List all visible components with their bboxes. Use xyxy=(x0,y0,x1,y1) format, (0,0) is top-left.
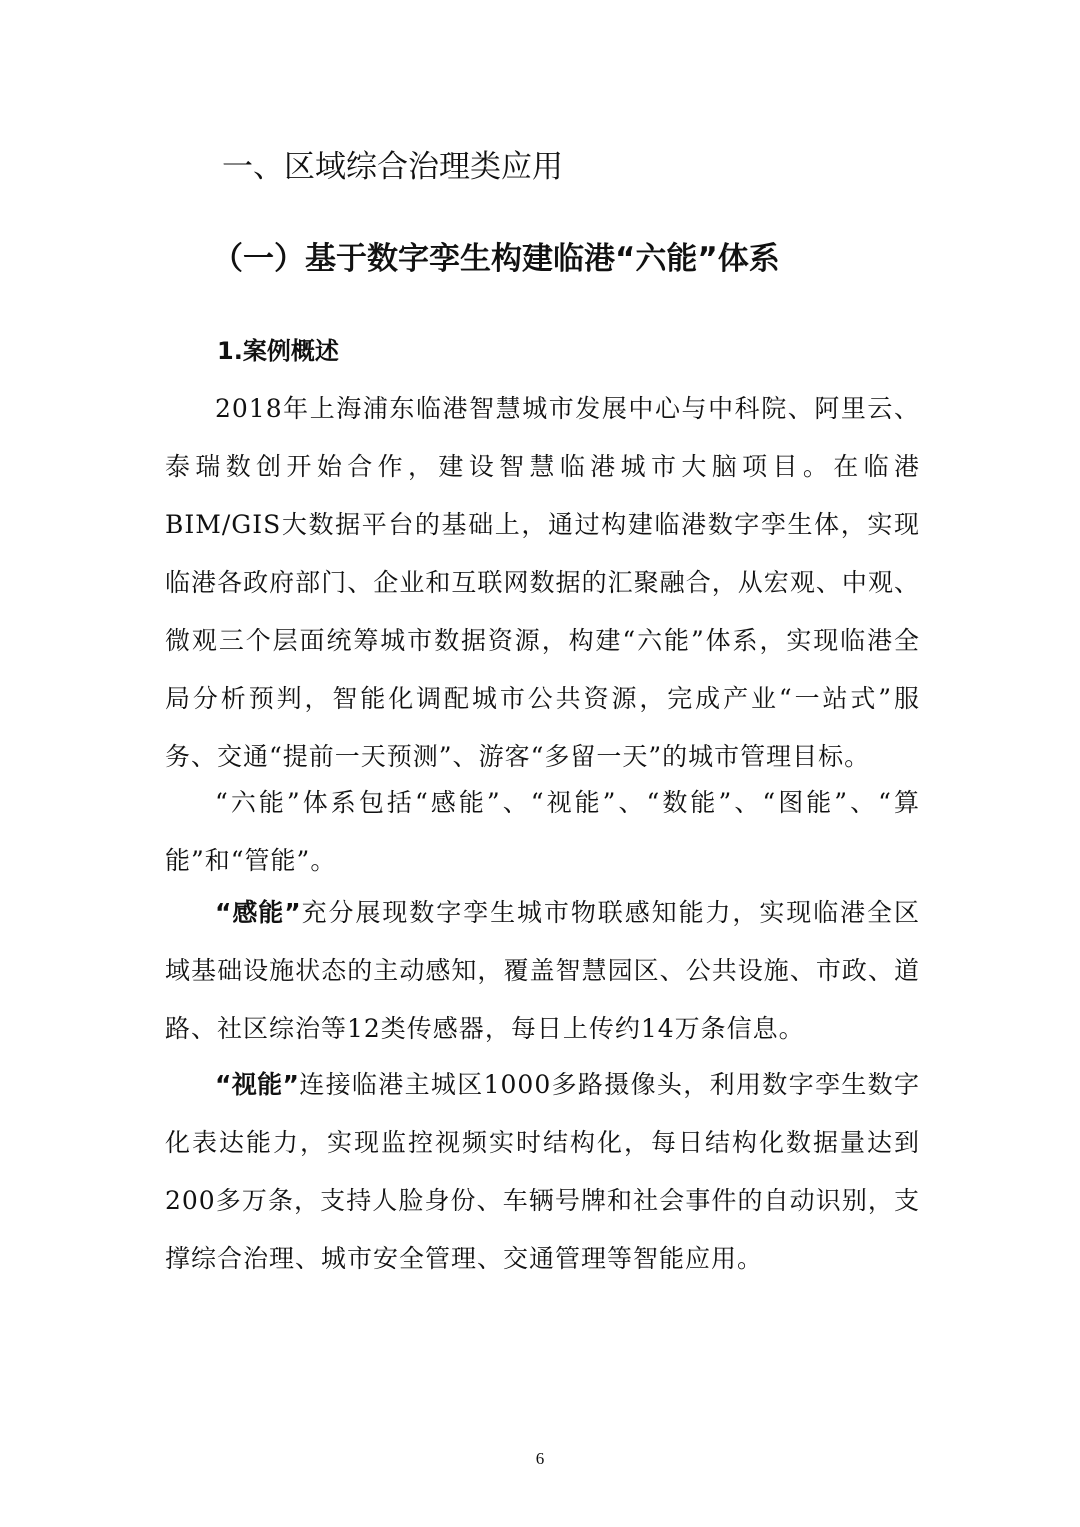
paragraph-lead-term: “感能” xyxy=(215,898,301,927)
paragraph-text: 充分展现数字孪生城市物联感知能力，实现临港全区域基础设施状态的主动感知，覆盖智慧园区、公共设施、市政、道路、社区综治等12类传感器，每日上传约14万条信息。 xyxy=(165,898,920,1043)
overview-paragraph xyxy=(165,380,920,786)
paragraph-lead-term: “视能” xyxy=(215,1070,299,1099)
vision-capability-paragraph xyxy=(165,1056,920,1288)
page-number: 6 xyxy=(535,1449,545,1468)
case-overview-heading: 1.案例概述 xyxy=(217,337,339,365)
subsection-heading: （一）基于数字孪生构建临港“六能”体系 xyxy=(212,241,780,277)
paragraph-text: 2018年上海浦东临港智慧城市发展中心与中科院、阿里云、泰瑞数创开始合作，建设智慧临港城市大脑项目。在临港BIM/GIS大数据平台的基础上，通过构建临港数字孪生体，实现临港各政府部门、企业和互联网数据的汇聚融合，从宏观、中观、微观三个层面统筹城市数据资源，构建“六能”体系，实现临港全局分析预判，智能化调配城市公共资源，完成产业“一站式”服务、交通“提前一天预测”、游客“多留一天”的城市管理目标。 xyxy=(165,394,920,771)
six-capabilities-paragraph xyxy=(165,774,920,890)
paragraph-text: 连接临港主城区1000多路摄像头，利用数字孪生数字化表达能力，实现监控视频实时结构化，每日结构化数据量达到200多万条，支持人脸身份、车辆号牌和社会事件的自动识别，支撑综合治理、城市安全管理、交通管理等智能应用。 xyxy=(165,1070,920,1273)
section-heading: 一、区域综合治理类应用 xyxy=(222,149,563,185)
sensing-capability-paragraph xyxy=(165,884,920,1058)
paragraph-text: “六能”体系包括“感能”、“视能”、“数能”、“图能”、“算能”和“管能”。 xyxy=(165,788,920,875)
